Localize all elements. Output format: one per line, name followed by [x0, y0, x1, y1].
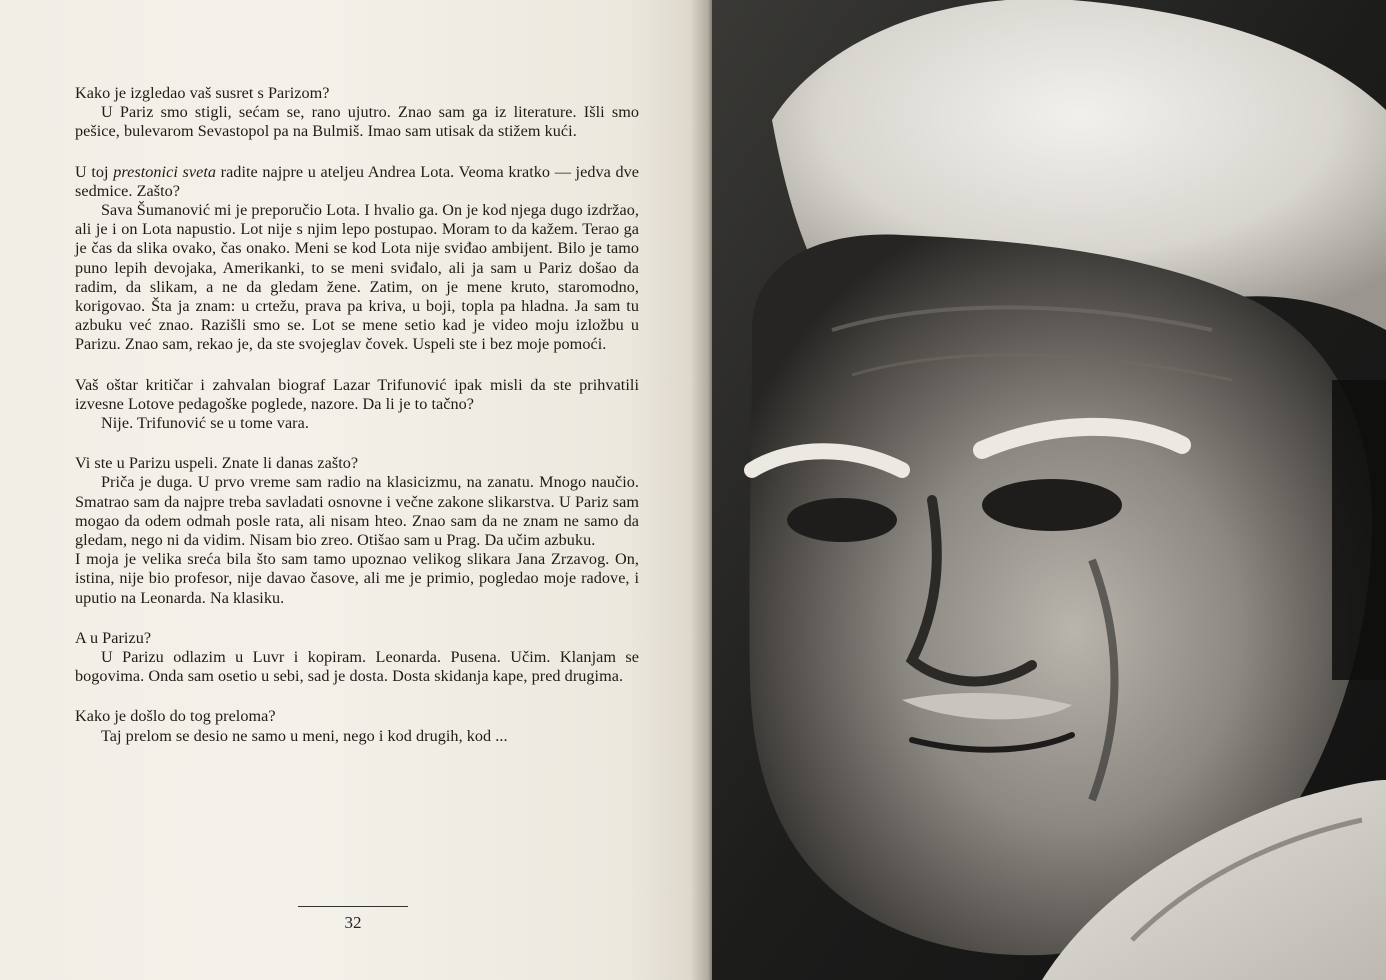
- right-page: [712, 0, 1386, 980]
- answer-trifunovic: Nije. Trifunović se u tome vara.: [101, 414, 309, 433]
- question-lhote-italic: prestonici sveta: [113, 162, 217, 181]
- answer-lhote-atelier: Sava Šumanović mi je preporučio Lota. I hvalio ga. On je kod njega dugo izdržao, ali je i on Lota napustio. Lot nije s njim lepo postupao. Moram to da kažem. Terao ga je čas da slika ovako, čas onako. Meni se kod Lota nije sviđao ambijent. Bilo je tamo puno lepih devojaka, Amerikanki, to se meni sviđalo, ali ja sam u Pariz došao da radim, da slikam, a ne da gledam žene. Zatim, on je mene kruto, staromodno, korigovao. Šta ja znam: u crtežu, prava pa kriva, u boji, topla pa hladna. Ja sam tu azbuku već znao. Razišli smo se. Lot se mene setio kad je video moju izložbu u Parizu. Znao sam, rekao je, da ste svojeglav čovek. Uspeli ste i bez moje pomoći.: [75, 201, 639, 354]
- portrait-eye-right: [982, 479, 1122, 531]
- answer-success-continued: I moja je velika sreća bila što sam tamo upoznao velikog slikara Jana Zrzavog. On, istina, nije bio profesor, nije davao časove, ali me je primio, pogledao moje radove, i uputio na Leonarda. Na klasiku.: [75, 550, 639, 607]
- answer-in-paris: U Parizu odlazim u Luvr i kopiram. Leonarda. Pusena. Učim. Klanjam se bogovima. Onda sam osetio u sebi, sad je dosta. Dosta skidanja kape, pred drugima.: [75, 648, 639, 686]
- page-number-rule: [298, 906, 408, 907]
- page-number: 32: [344, 913, 362, 932]
- question-trifunovic: Vaš oštar kritičar i zahvalan biograf Lazar Trifunović ipak misli da ste prihvatili izvesne Lotove pedagoške poglede, nazore. Da li je to tačno?: [75, 375, 639, 413]
- portrait-eye-left: [787, 498, 897, 542]
- question-lhote-prefix: U toj: [75, 162, 114, 181]
- portrait-photo: [712, 0, 1386, 980]
- question-in-paris: A u Parizu?: [75, 628, 152, 647]
- answer-paris-arrival: U Pariz smo stigli, sećam se, rano ujutro. Znao sam ga iz literature. Išli smo pešice, bulevarom Sevastopol pa na Bulmiš. Imao sam utisak da stižem kući.: [75, 103, 639, 141]
- portrait-ear-shadow: [1332, 380, 1386, 680]
- answer-turning-point: Taj prelom se desio ne samo u meni, nego i kod drugih, kod ...: [101, 726, 508, 745]
- question-paris-arrival: Kako je izgledao vaš susret s Parizom?: [75, 84, 330, 102]
- answer-success: Priča je duga. U prvo vreme sam radio na klasicizmu, na zanatu. Mnogo naučio. Smatrao sam da najpre treba savladati osnovne i večne zakone slikarstva. U Pariz sam mogao da odem odmah posle rata, ali nisam hteo. Znao sam da ne znam ne samo da gledam, nego ni da vidim. Nisam bio zreo. Otišao sam u Prag. Da učim azbuku.: [75, 473, 639, 550]
- question-lhote-suffix: radite najpre u ateljeu Andrea Lota. Veoma kratko — jedva dve sedmice. Zašto?: [75, 162, 639, 200]
- question-turning-point: Kako je došlo do tog preloma?: [75, 707, 276, 726]
- question-lhote-atelier: [75, 163, 639, 201]
- interview-text: [75, 84, 639, 746]
- question-success: Vi ste u Parizu uspeli. Znate li danas zašto?: [75, 454, 359, 473]
